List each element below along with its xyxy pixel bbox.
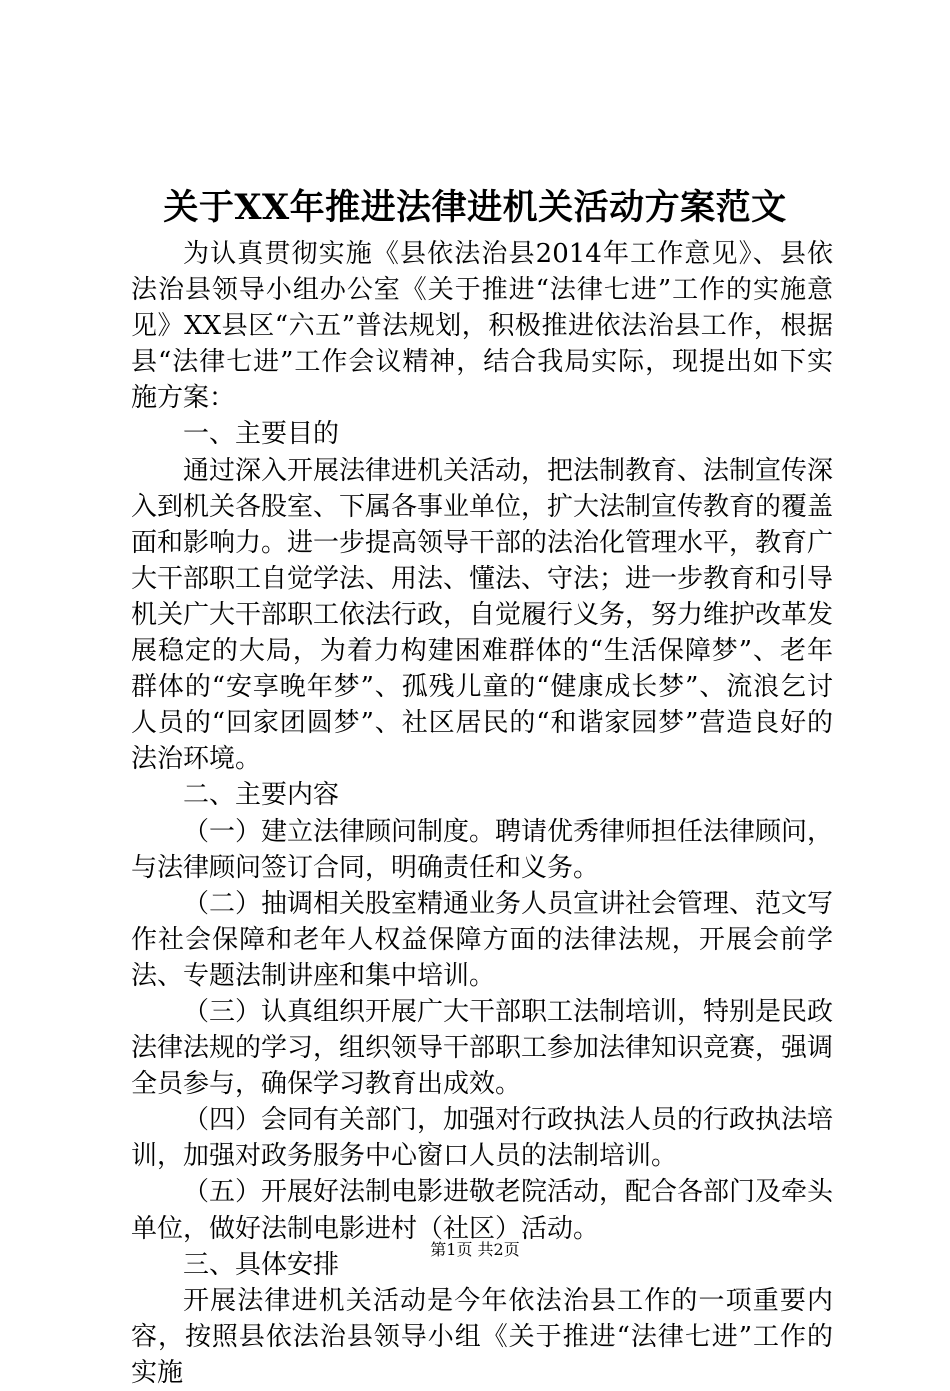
paragraph-arrangement: 开展法律进机关活动是今年依法治县工作的一项重要内容，按照县依法治县领导小组《关于推进“法律七进”工作的实施 bbox=[131, 1285, 833, 1388]
list-item-2: （二）抽调相关股室精通业务人员宣讲社会管理、范文写作社会保障和老年人权益保障方面的法律法规，开展会前学法、专题法制讲座和集中培训。 bbox=[131, 888, 834, 991]
section-heading-2: 二、主要内容 bbox=[183, 780, 340, 811]
list-item-5: （五）开展好法制电影进敬老院活动，配合各部门及牵头单位，做好法制电影进村（社区）活动。 bbox=[131, 1177, 834, 1244]
list-item-4: （四）会同有关部门，加强对行政执法人员的行政执法培训，加强对政务服务中心窗口人员的法制培训。 bbox=[131, 1105, 834, 1172]
page-footer: 第1页 共2页 bbox=[430, 1240, 520, 1259]
list-item-1: （一）建立法律顾问制度。聘请优秀律师担任法律顾问，与法律顾问签订合同，明确责任和义务。 bbox=[131, 816, 834, 883]
paragraph-purpose: 通过深入开展法律进机关活动，把法制教育、法制宣传深入到机关各股室、下属各事业单位，扩大法制宣传教育的覆盖面和影响力。进一步提高领导干部的法治化管理水平，教育广大干部职工自觉学法、用法、懂法、守法；进一步教育和引导机关广大干部职工依法行政，自觉履行义务，努力维护改革发展稳定的大局，为着力构建困难群体的“生活保障梦”、老年群体的“安享晚年梦”、孤残儿童的“健康成长梦”、流浪乞讨人员的“回家团圆梦”、社区居民的“和谐家园梦”营造良好的法治环境。 bbox=[131, 455, 834, 775]
list-item-3: （三）认真组织开展广大干部职工法制培训，特别是民政法律法规的学习，组织领导干部职工参加法律知识竞赛，强调全员参与，确保学习教育出成效。 bbox=[131, 996, 834, 1100]
paragraph-intro: 为认真贯彻实施《县依法治县2014年工作意见》、县依法治县领导小组办公室《关于推进“法律七进”工作的实施意见》XX县区“六五”普法规划，积极推进依法治县工作，根据县“法律七进”工作会议精神，结合我局实际，现提出如下实施方案： bbox=[131, 239, 833, 414]
document-title: 关于XX年推进法律进机关活动方案范文 bbox=[163, 187, 787, 228]
section-heading-3: 三、具体安排 bbox=[183, 1249, 340, 1280]
section-heading-1: 一、主要目的 bbox=[183, 419, 340, 450]
document-body bbox=[131, 236, 833, 1391]
